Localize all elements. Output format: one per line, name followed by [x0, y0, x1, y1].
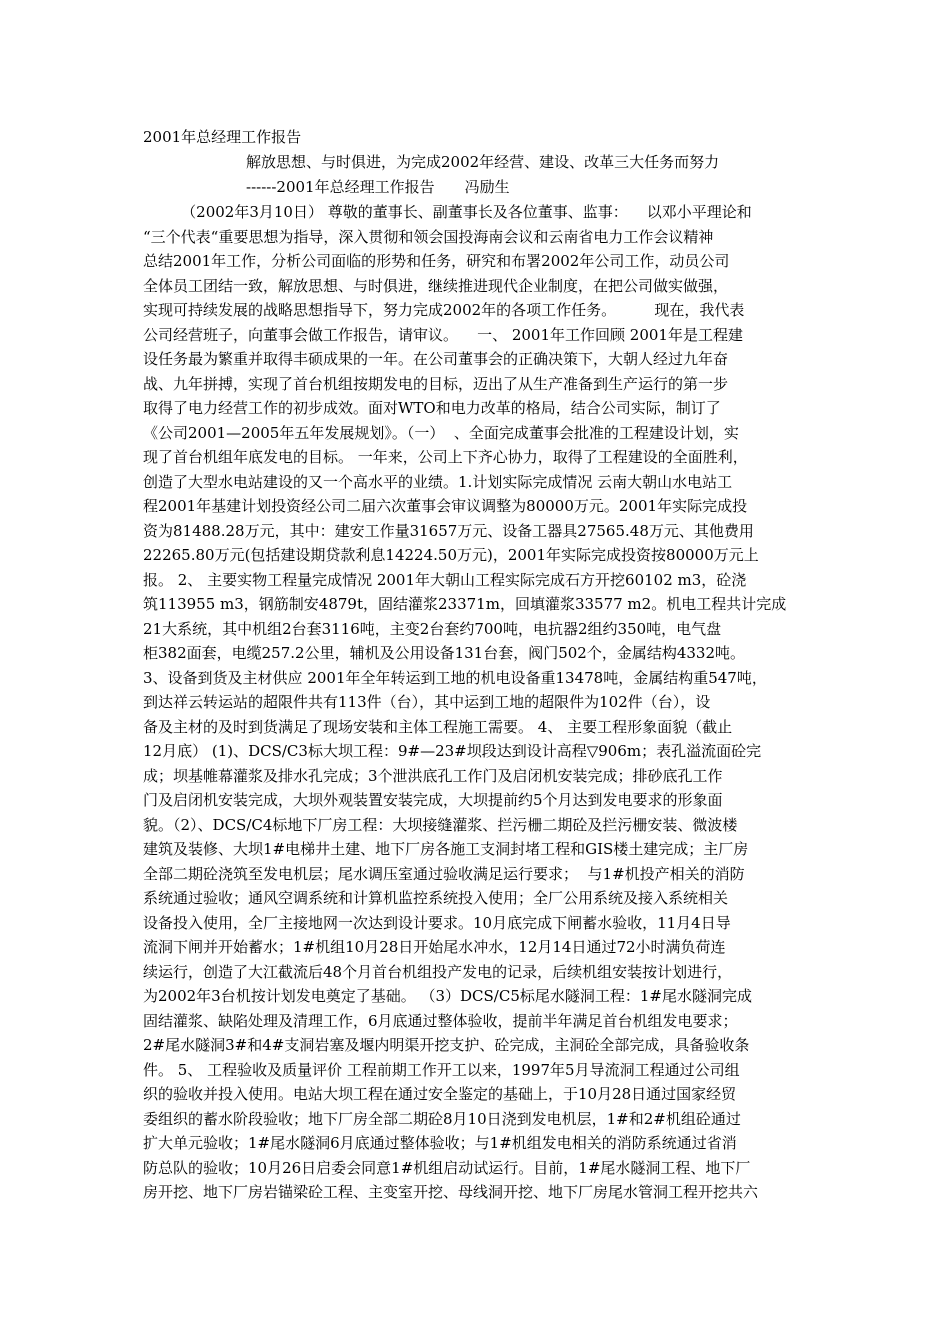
body-line: 建筑及装修、大坝1#电梯井土建、地下厂房各施工支洞封堵工程和GIS楼土建完成；主厂房 — [143, 840, 749, 858]
body-line: 报。 2、 主要实物工程量完成情况 2001年大朝山工程实际完成石方开挖60102 m3，砼浇 — [143, 570, 747, 589]
body-line: 《公司2001—2005年五年发展规划》。（一） 、全面完成董事会批准的工程建设计划，实 — [143, 423, 739, 442]
body-line: 取得了电力经营工作的初步成效。面对WTO和电力改革的格局，结合公司实际，制订了 — [143, 399, 721, 417]
document-body — [143, 200, 811, 1205]
body-line: 织的验收并投入使用。电站大坝工程在通过安全鉴定的基础上，于10月28日通过国家经贸 — [143, 1085, 737, 1103]
body-line: 2#尾水隧洞3#和4#支洞岩塞及堰内明渠开挖支护、砼完成，主洞砼全部完成，具备验收条 — [143, 1036, 750, 1054]
body-line: 柜382面套，电缆257.2公里，辅机及公用设备131台套，阀门502个，金属结构4332吨。 — [143, 644, 746, 662]
body-line: 房开挖、地下厂房岩锚梁砼工程、主变室开挖、母线洞开挖、地下厂房尾水管洞工程开挖共六 — [143, 1183, 759, 1201]
body-line: 现了首台机组年底发电的目标。 一年来，公司上下齐心协力，取得了工程建设的全面胜利， — [143, 448, 748, 466]
body-line: 全部二期砼浇筑至发电机层；尾水调压室通过验收满足运行要求； 与1#机投产相关的消防 — [143, 864, 745, 883]
body-line: 程2001年基建计划投资经公司二届六次董事会审议调整为80000万元。2001年实际完成投 — [143, 497, 748, 515]
body-line: 实现可持续发展的战略思想指导下，努力完成2002年的各项工作任务。 现在，我代表 — [143, 301, 745, 319]
body-line: 件。 5、 工程验收及质量评价 工程前期工作开工以来，1997年5月导流洞工程通过公司组 — [143, 1060, 740, 1079]
body-line: 创造了大型水电站建设的又一个高水平的业绩。1.计划实际完成情况 云南大朝山水电站工 — [143, 472, 733, 491]
document-subtitle: 解放思想、与时俱进，为完成2002年经营、建设、改革三大任务而努力 — [246, 153, 720, 171]
body-line: 备及主材的及时到货满足了现场安装和主体工程施工需要。 4、 主要工程形象面貌（截止 — [143, 717, 733, 736]
body-line: 固结灌浆、缺陷处理及清理工作，6月底通过整体验收，提前半年满足首台机组发电要求； — [143, 1011, 738, 1030]
body-line: 资为81488.28万元，其中：建安工作量31657万元、设备工器具27565.48万元、其他费用 — [143, 521, 754, 540]
body-line: 公司经营班子，向董事会做工作报告，请审议。 一、 2001年工作回顾 2001年是工程建 — [143, 325, 743, 344]
body-line: 筑113955 m3，钢筋制安4879t，固结灌浆23371m，回填灌浆33577 m2。机电工程共计完成 — [143, 595, 787, 613]
body-line: 总结2001年工作，分析公司面临的形势和任务，研究和布署2002年公司工作，动员公司 — [143, 252, 730, 270]
body-line: 流洞下闸并开始蓄水；1#机组10月28日开始尾水冲水，12月14日通过72小时满负荷连 — [143, 938, 726, 956]
body-line: 系统通过验收；通风空调系统和计算机监控系统投入使用；全厂公用系统及接入系统相关 — [143, 889, 729, 907]
body-line: 续运行，创造了大江截流后48个月首台机组投产发电的记录，后续机组安装按计划进行， — [143, 962, 733, 981]
document-byline — [246, 176, 510, 198]
body-line: 委组织的蓄水阶段验收；地下厂房全部二期砼8月10日浇到发电机层，1#和2#机组砼通过 — [143, 1109, 741, 1128]
body-line: 12月底） (1)、DCS/C3标大坝工程：9#—23#坝段达到设计高程▽906m；表孔溢流面砼完 — [143, 742, 762, 760]
body-line: 扩大单元验收；1#尾水隧洞6月底通过整体验收；与1#机组发电相关的消防系统通过省消 — [143, 1134, 737, 1152]
body-line: 成；坝基帷幕灌浆及排水孔完成；3个泄洪底孔工作门及启闭机安装完成；排砂底孔工作 — [143, 766, 723, 785]
body-line: 貌。（2）、DCS/C4标地下厂房工程：大坝接缝灌浆、拦污栅二期砼及拦污栅安装、微波楼 — [143, 815, 738, 834]
body-line: 全体员工团结一致，解放思想、与时俱进，继续推进现代企业制度，在把公司做实做强， — [143, 276, 729, 295]
body-line: 设备投入使用，全厂主接地网一次达到设计要求。10月底完成下闸蓄水验收，11月4日导 — [143, 913, 731, 932]
body-line: 21大系统，其中机组2台套3116吨，主变2台套约700吨，电抗器2组约350吨，电气盘 — [143, 619, 722, 638]
byline-author: 冯励生 — [464, 178, 510, 196]
body-line: 22265.80万元(包括建设期贷款利息14224.50万元)，2001年实际完成投资按80000万元上 — [143, 546, 759, 564]
body-line: 设任务最为繁重并取得丰硕成果的一年。在公司董事会的正确决策下，大朝人经过九年奋 — [143, 350, 729, 368]
byline-report-name: ------2001年总经理工作报告 — [246, 178, 435, 196]
body-line: 战、九年拼搏，实现了首台机组按期发电的目标，迈出了从生产准备到生产运行的第一步 — [143, 374, 729, 393]
body-line: 为2002年3台机按计划发电奠定了基础。 （3）DCS/C5标尾水隧洞工程：1#尾水隧洞完成 — [143, 987, 752, 1005]
body-line: 门及启闭机安装完成，大坝外观装置安装完成，大坝提前约5个月达到发电要求的形象面 — [143, 791, 723, 809]
document-title: 2001年总经理工作报告 — [143, 128, 302, 146]
body-line: 防总队的验收；10月26日启委会同意1#机组启动试运行。目前，1#尾水隧洞工程、地下厂 — [143, 1158, 751, 1177]
body-line: 到达祥云转运站的超限件共有113件（台），其中运到工地的超限件为102件（台），设 — [143, 693, 711, 711]
body-line: “三个代表“重要思想为指导，深入贯彻和领会国投海南会议和云南省电力工作会议精神 — [143, 227, 714, 246]
body-line: （2002年3月10日） 尊敬的董事长、副董事长及各位董事、监事： 以邓小平理论和 — [143, 203, 752, 221]
body-line: 3、设备到货及主材供应 2001年全年转运到工地的机电设备重13478吨，金属结构重547吨， — [143, 668, 767, 687]
